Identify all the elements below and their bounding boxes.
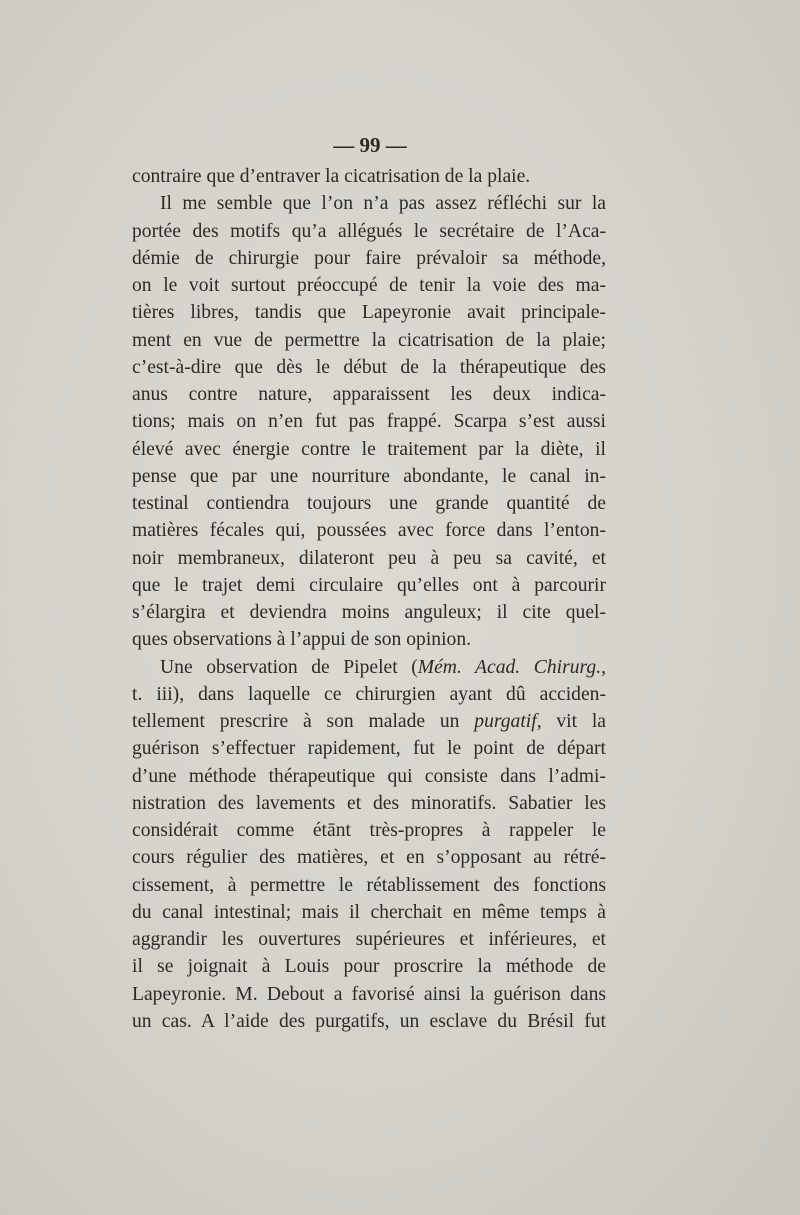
text-line: t. iii), dans laquelle ce chirurgien ayant dû acciden-	[132, 683, 606, 705]
italic-term: purgatif	[474, 711, 537, 732]
text-line: portée des motifs qu’a allégués le secrétaire de l’Aca-	[132, 220, 606, 242]
text-line: que le trajet demi circulaire qu’elles ont à parcourir	[132, 574, 606, 596]
text-line: Lapeyronie. M. Debout a favorisé ainsi la guérison dans	[132, 983, 606, 1005]
text-line: on le voit surtout préoccupé de tenir la voie des ma-	[132, 275, 606, 296]
text-line: considérait comme étānt très-propres à rappeler le	[132, 820, 606, 841]
text-line: testinal contiendra toujours une grande quantité de	[132, 493, 606, 514]
body-text	[132, 163, 606, 1035]
text-line: contraire que d’entraver la cicatrisation de la plaie.	[132, 166, 531, 187]
journal-citation: Mém. Acad. Chirurg.	[417, 656, 602, 678]
text-line: anus contre nature, apparaissent les deux indica-	[132, 384, 606, 405]
text-line: s’élargira et deviendra moins anguleux; il cite quel-	[132, 602, 606, 623]
text-line: il se joignait à Louis pour proscrire la méthode de	[132, 956, 606, 978]
text-line: guérison s’effectuer rapidement, fut le point de départ	[132, 738, 606, 760]
text-line: tières libres, tandis que Lapeyronie avait principale-	[132, 302, 606, 324]
text-line: noir membraneux, dilateront peu à peu sa cavité, et	[132, 547, 606, 569]
text-line: élevé avec énergie contre le traitement par la diète, il	[132, 438, 606, 460]
text-line: Une observation de Pipelet (Mém. Acad. Chirurg.,	[160, 656, 606, 678]
text-line: du canal intestinal; mais il cherchait en même temps à	[132, 901, 606, 923]
text-line: démie de chirurgie pour faire prévaloir sa méthode,	[132, 247, 606, 269]
text-line: un cas. A l’aide des purgatifs, un esclave du Brésil fut	[132, 1010, 606, 1032]
text-line: c’est-à-dire que dès le début de la thérapeutique des	[132, 356, 606, 378]
text-line: Il me semble que l’on n’a pas assez réfléchi sur la	[160, 193, 606, 215]
text-line: cissement, à permettre le rétablissement des fonctions	[132, 874, 606, 896]
text-line: ment en vue de permettre la cicatrisation de la plaie;	[132, 329, 606, 351]
text-line: aggrandir les ouvertures supérieures et inférieures, et	[132, 929, 606, 950]
text-line: ques observations à l’appui de son opinion.	[132, 629, 472, 651]
text-line: matières fécales qui, poussées avec force dans l’enton-	[132, 520, 606, 542]
page-number: — 99 —	[333, 133, 407, 157]
text-line: pense que par une nourriture abondante, le canal in-	[132, 465, 606, 487]
text-line: nistration des lavements et des minoratifs. Sabatier les	[132, 792, 606, 814]
text-line: d’une méthode thérapeutique qui consiste dans l’admi-	[132, 765, 606, 787]
text-line: tellement prescrire à son malade un purgatif, vit la	[132, 711, 606, 732]
text-line: cours régulier des matières, et en s’opposant au rétré-	[132, 847, 606, 869]
text-line: tions; mais on n’en fut pas frappé. Scarpa s’est aussi	[132, 411, 606, 433]
